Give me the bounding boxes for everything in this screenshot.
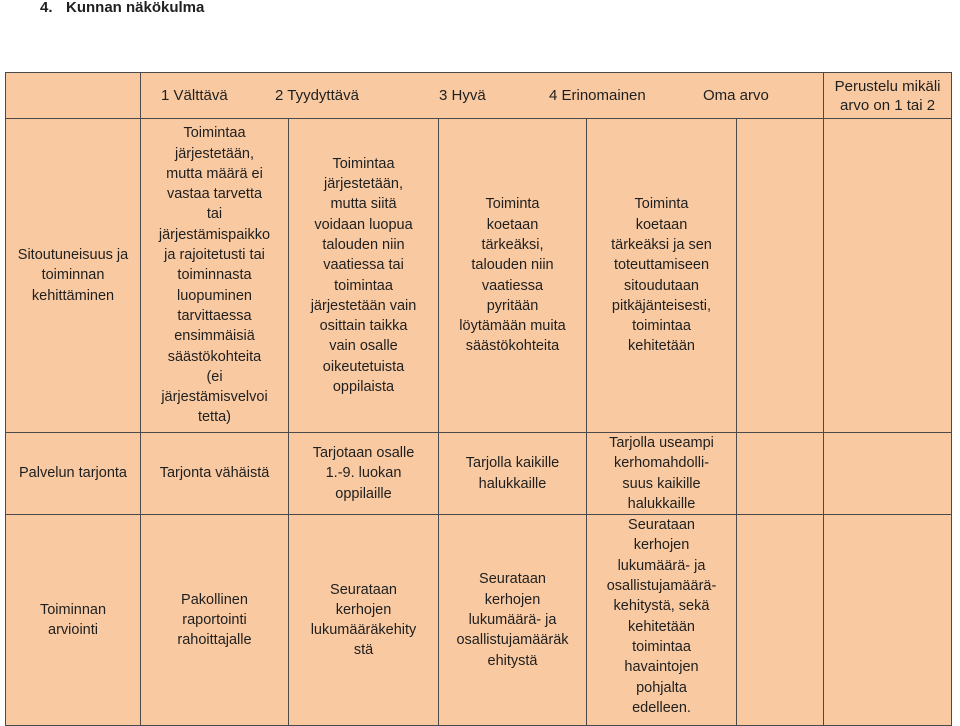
evaluation-table xyxy=(5,72,952,726)
row-label: Sitoutuneisuus ja toiminnan kehittäminen xyxy=(6,119,141,433)
justification-cell[interactable] xyxy=(824,119,952,433)
row-label: Toiminnan arviointi xyxy=(6,515,141,726)
table-row xyxy=(6,515,952,726)
own-value-label: Oma arvo xyxy=(703,87,769,104)
criteria-cell-level-3: Tarjolla kaikille halukkaille xyxy=(439,433,587,515)
criteria-cell-level-2: Seurataan kerhojen lukumääräkehity stä xyxy=(289,515,439,726)
scale-level-4: 4 Erinomainen xyxy=(549,87,646,104)
header-empty-cell xyxy=(6,73,141,119)
section-heading xyxy=(40,0,204,15)
table-header-row xyxy=(6,73,952,119)
criteria-cell-level-1: Pakollinen raportointi rahoittajalle xyxy=(141,515,289,726)
own-value-cell[interactable] xyxy=(737,433,824,515)
criteria-cell-level-3: Toiminta koetaan tärkeäksi, talouden niin vaatiessa pyritään löytämään muita säästökohteita xyxy=(439,119,587,433)
criteria-cell-level-2: Toimintaa järjestetään, mutta siitä voidaan luopua talouden niin vaatiessa tai toimintaa järjestetään vain osittain taikka vain osalle oikeutetuista oppilaista xyxy=(289,119,439,433)
justification-cell[interactable] xyxy=(824,433,952,515)
scale-level-3: 3 Hyvä xyxy=(439,87,486,104)
own-value-cell[interactable] xyxy=(737,515,824,726)
criteria-cell-level-3: Seurataan kerhojen lukumäärä- ja osallistujamääräk ehitystä xyxy=(439,515,587,726)
row-label: Palvelun tarjonta xyxy=(6,433,141,515)
criteria-cell-level-1: Tarjonta vähäistä xyxy=(141,433,289,515)
criteria-cell-level-4: Toiminta koetaan tärkeäksi ja sen toteuttamiseen sitoudutaan pitkäjänteisesti, toimintaa kehitetään xyxy=(587,119,737,433)
scale-level-2: 2 Tyydyttävä xyxy=(275,87,359,104)
criteria-cell-level-2: Tarjotaan osalle 1.-9. luokan oppilaille xyxy=(289,433,439,515)
section-title: Kunnan näkökulma xyxy=(66,0,205,16)
table-row xyxy=(6,433,952,515)
rating-scale-cell xyxy=(141,73,824,119)
criteria-cell-level-4: Tarjolla useampi kerhomahdolli- suus kaikille halukkaille xyxy=(587,433,737,515)
justification-cell[interactable] xyxy=(824,515,952,726)
justification-header: Perustelu mikäli arvo on 1 tai 2 xyxy=(824,73,952,119)
scale-level-1: 1 Välttävä xyxy=(161,87,228,104)
own-value-cell[interactable] xyxy=(737,119,824,433)
criteria-cell-level-1: Toimintaa järjestetään, mutta määrä ei vastaa tarvetta tai järjestämispaikko ja rajoitetusti tai toiminnasta luopuminen tarvittaessa ensimmäisiä säästökohteita (ei järjestämisvelvoi tetta) xyxy=(141,119,289,433)
criteria-cell-level-4: Seurataan kerhojen lukumäärä- ja osallistujamäärä- kehitystä, sekä kehitetään toimintaa havaintojen pohjalta edelleen. xyxy=(587,515,737,726)
table-row xyxy=(6,119,952,433)
section-number: 4. xyxy=(40,0,53,16)
